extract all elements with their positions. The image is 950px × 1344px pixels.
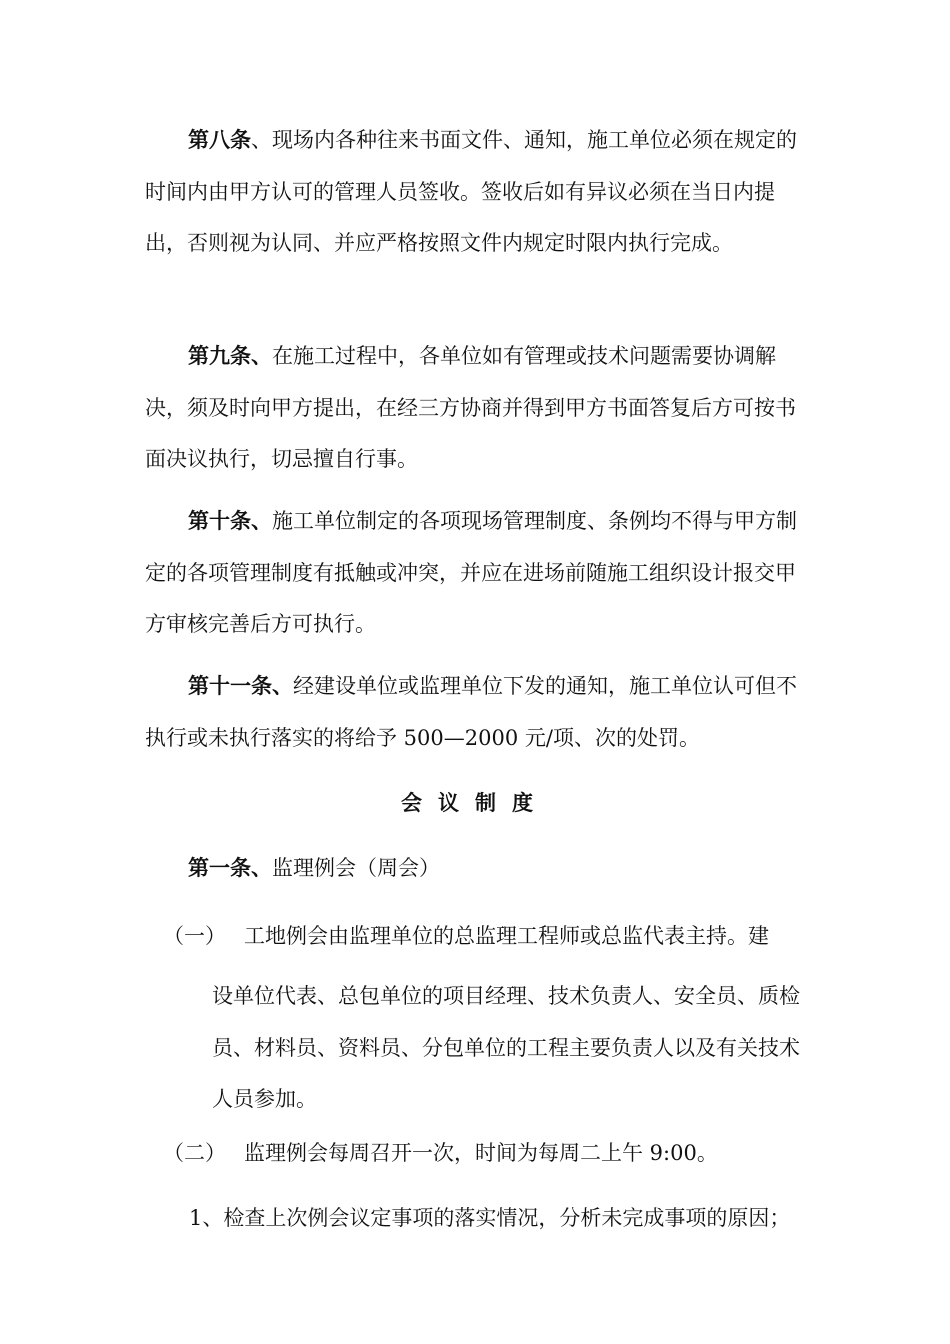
meeting-article-1-label: 第一条、 xyxy=(188,855,272,880)
article-10 xyxy=(145,495,800,651)
list-item-1-rest: 设单位代表、总包单位的项目经理、技术负责人、安全员、质检员、材料员、资料员、分包单位的工程主要负责人以及有关技术人员参加。 xyxy=(212,984,800,1111)
numbered-item-1 xyxy=(189,1202,829,1242)
article-11-label: 第十一条、 xyxy=(188,673,293,698)
article-8-text: 、现场内各种往来书面文件、通知，施工单位必须在规定的时间内由甲方认可的管理人员签收。签收后如有异议必须在当日内提出，否则视为认同、并应严格按照文件内规定时限内执行完成。 xyxy=(145,128,797,255)
article-9-label: 第九条、 xyxy=(188,343,272,368)
meeting-article-1-text: 监理例会（周会） xyxy=(272,856,440,880)
article-9-text: 在施工过程中，各单位如有管理或技术问题需要协调解决，须及时向甲方提出，在经三方协商并得到甲方书面答复后方可按书面决议执行，切忌擅自行事。 xyxy=(145,344,796,471)
list-item-2-first-line: 监理例会每周召开一次，时间为每周二上午 9:00。 xyxy=(244,1141,718,1165)
list-item-2-marker: （二） xyxy=(163,1141,226,1165)
list-item-1-first-line: 工地例会由监理单位的总监理工程师或总监代表主持。建 xyxy=(244,924,769,948)
list-item-2 xyxy=(163,1137,813,1177)
meeting-article-1 xyxy=(145,842,800,895)
article-8 xyxy=(145,114,800,270)
article-10-label: 第十条、 xyxy=(188,508,272,533)
article-10-text: 施工单位制定的各项现场管理制度、条例均不得与甲方制定的各项管理制度有抵触或冲突，并应在进场前随施工组织设计报交甲方审核完善后方可执行。 xyxy=(145,509,797,636)
numbered-item-1-text: 1、检查上次例会议定事项的落实情况，分析未完成事项的原因； xyxy=(189,1206,791,1230)
article-9 xyxy=(145,330,800,486)
article-11-text: 经建设单位或监理单位下发的通知，施工单位认可但不执行或未执行落实的将给予 500—2000 元/项、次的处罚。 xyxy=(145,674,797,750)
article-11 xyxy=(145,660,800,764)
list-item-1-marker: （一） xyxy=(163,924,226,948)
list-item-1 xyxy=(163,920,813,1140)
article-8-label: 第八条 xyxy=(188,127,251,152)
section-title: 会议制度 xyxy=(401,790,549,815)
